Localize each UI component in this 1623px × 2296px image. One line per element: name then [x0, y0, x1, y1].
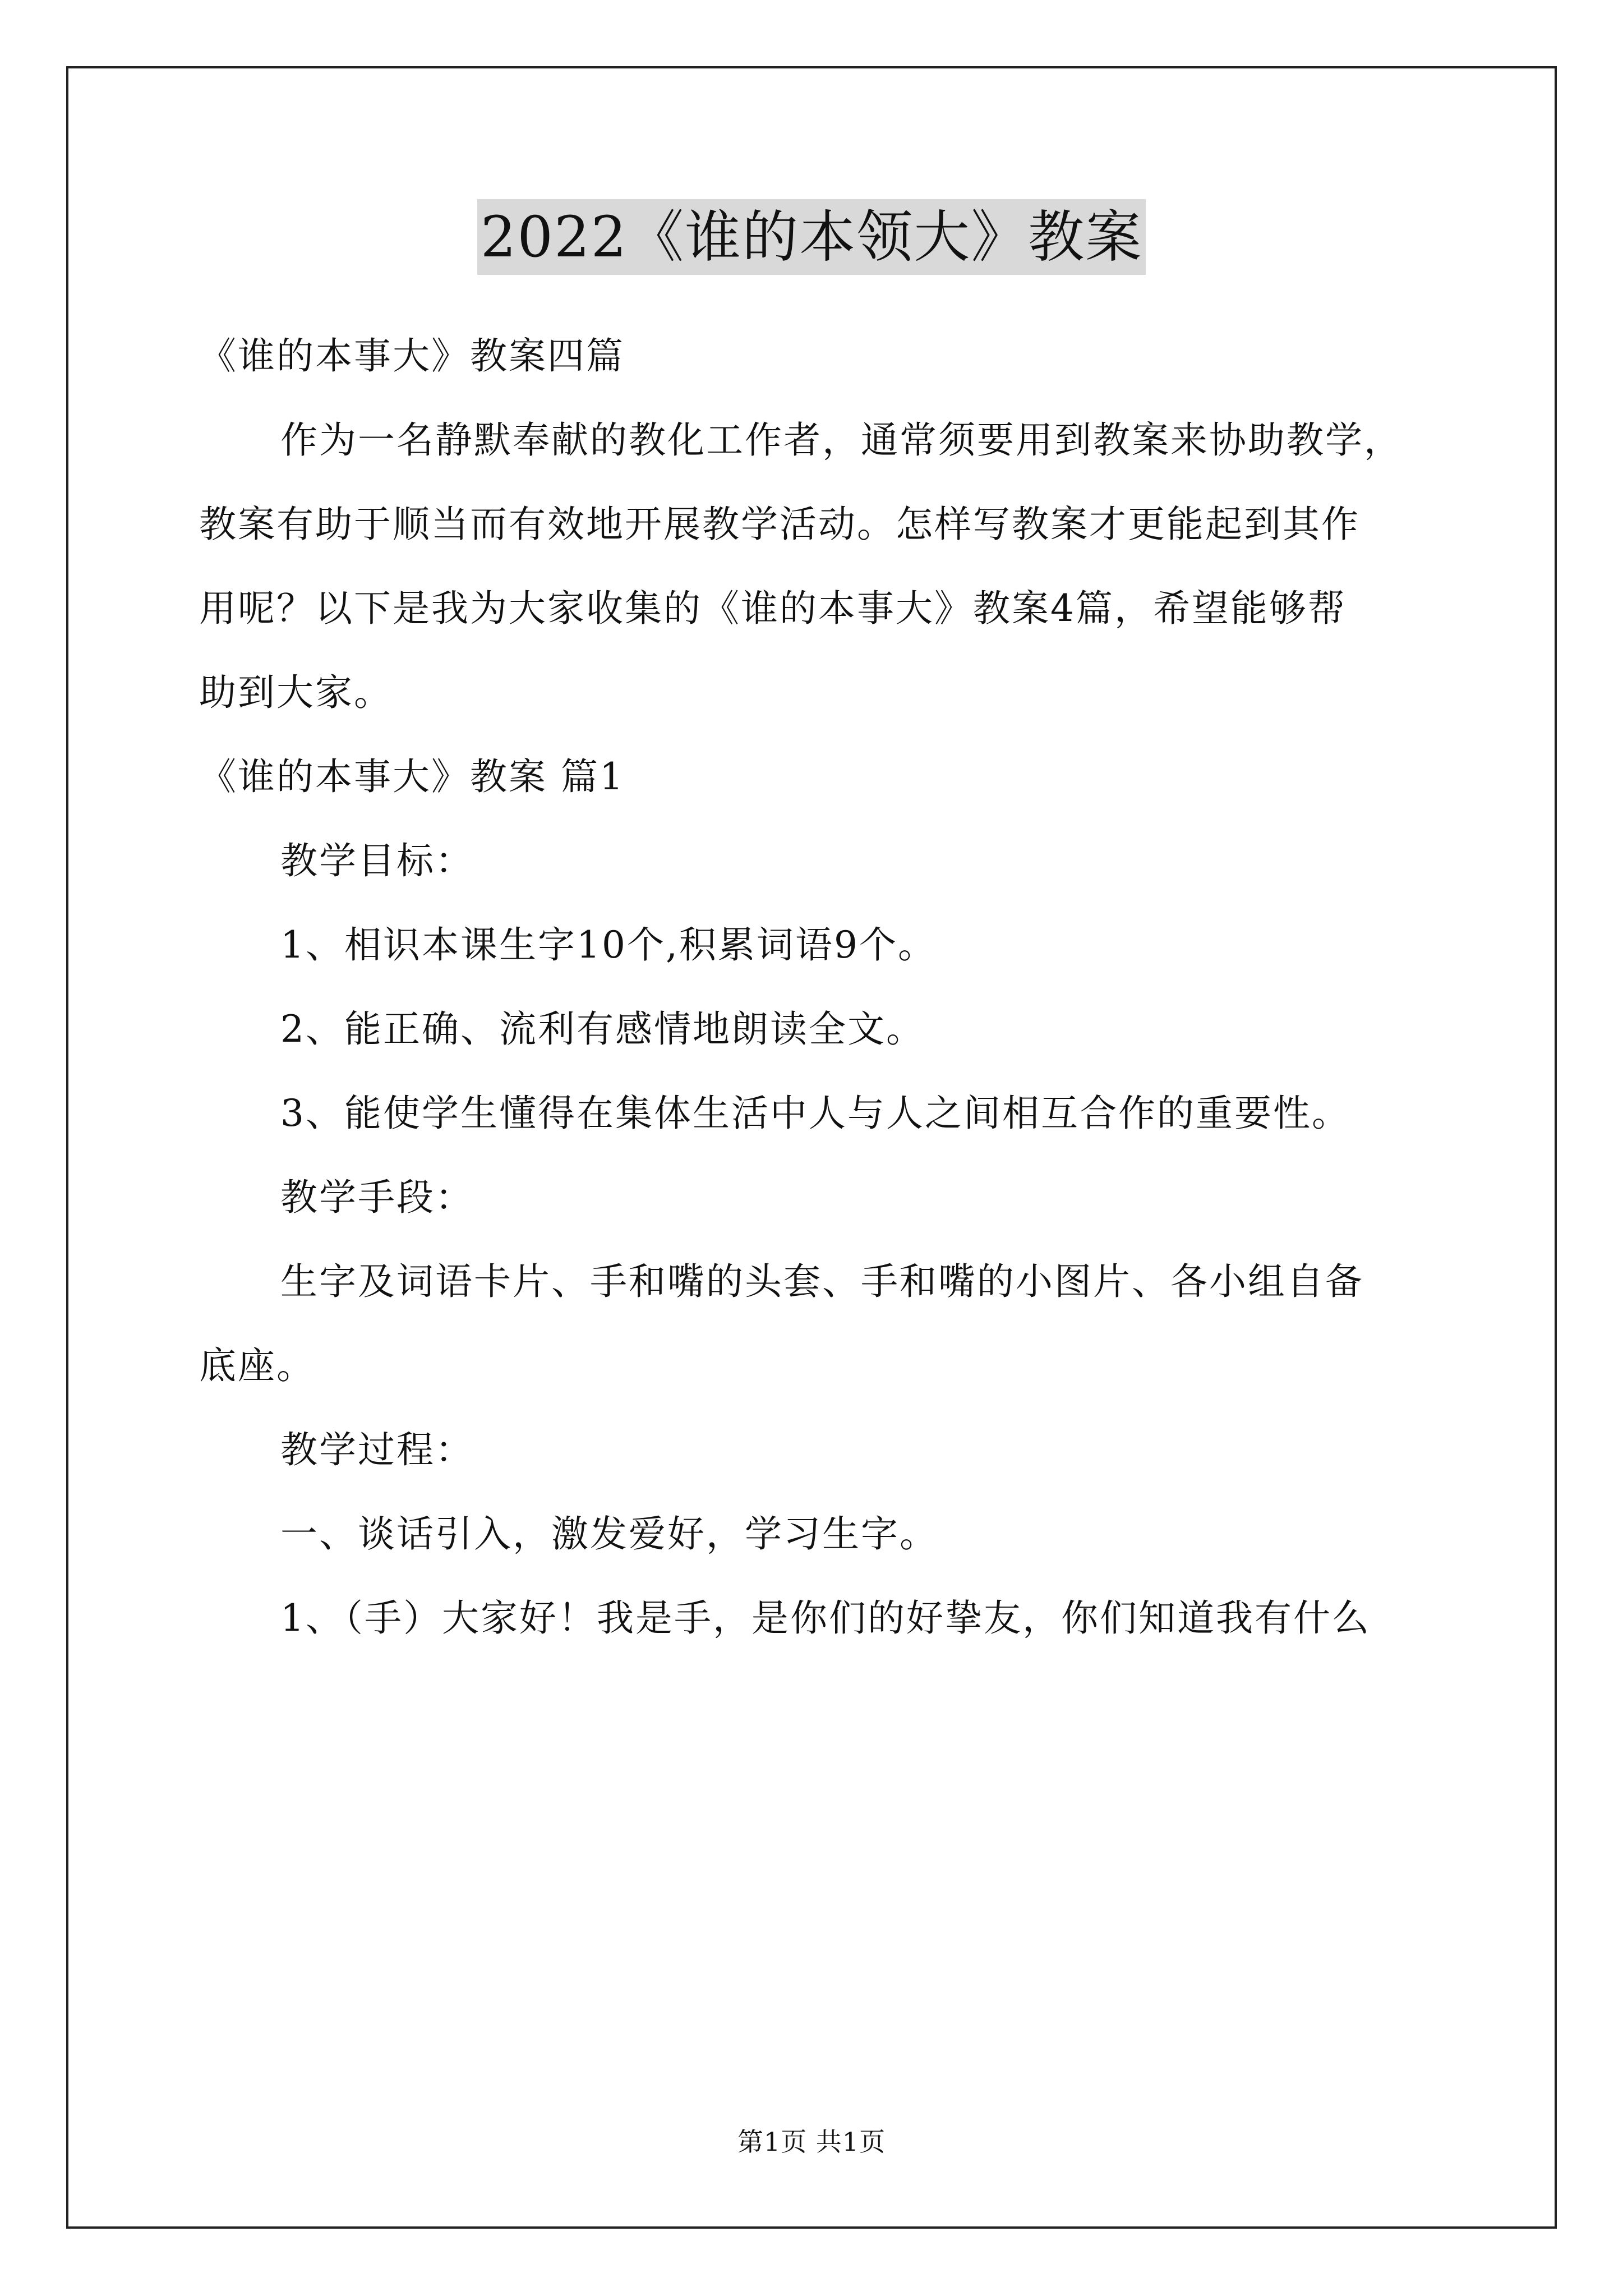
paragraph: 作为一名静默奉献的教化工作者，通常须要用到教案来协助教学，: [280, 418, 1403, 462]
paragraph: 《谁的本事大》教案 篇1: [199, 755, 625, 798]
document-title: 2022《谁的本领大》教案: [477, 199, 1146, 275]
paragraph: 教学目标：: [280, 839, 474, 882]
paragraph: 3、能使学生懂得在集体生活中人与人之间相互合作的重要性。: [280, 1092, 1350, 1135]
page-footer: 第1页 共1页: [737, 2127, 886, 2157]
title-container: [0, 199, 1623, 275]
paragraph: 1、（手）大家好！我是手，是你们的好挚友，你们知道我有什么: [280, 1596, 1371, 1640]
document-body: [199, 314, 1433, 1660]
paragraph: 教案有助于顺当而有效地开展教学活动。怎样写教案才更能起到其作: [199, 503, 1360, 546]
paragraph: 教学过程：: [280, 1428, 474, 1471]
paragraph: 教学手段：: [280, 1176, 474, 1219]
paragraph: 助到大家。: [199, 671, 393, 714]
paragraph: 生字及词语卡片、手和嘴的头套、手和嘴的小图片、各小组自备: [280, 1260, 1364, 1303]
paragraph: 《谁的本事大》教案四篇: [199, 334, 625, 378]
paragraph: 底座。: [199, 1344, 315, 1387]
paragraph: 2、能正确、流利有感情地朗读全文。: [280, 1007, 925, 1051]
paragraph: 1、相识本课生字10个,积累词语9个。: [280, 923, 937, 967]
paragraph: 用呢？以下是我为大家收集的《谁的本事大》教案4篇，希望能够帮: [199, 587, 1347, 630]
paragraph: 一、谈话引入，激发爱好，学习生字。: [280, 1512, 938, 1556]
